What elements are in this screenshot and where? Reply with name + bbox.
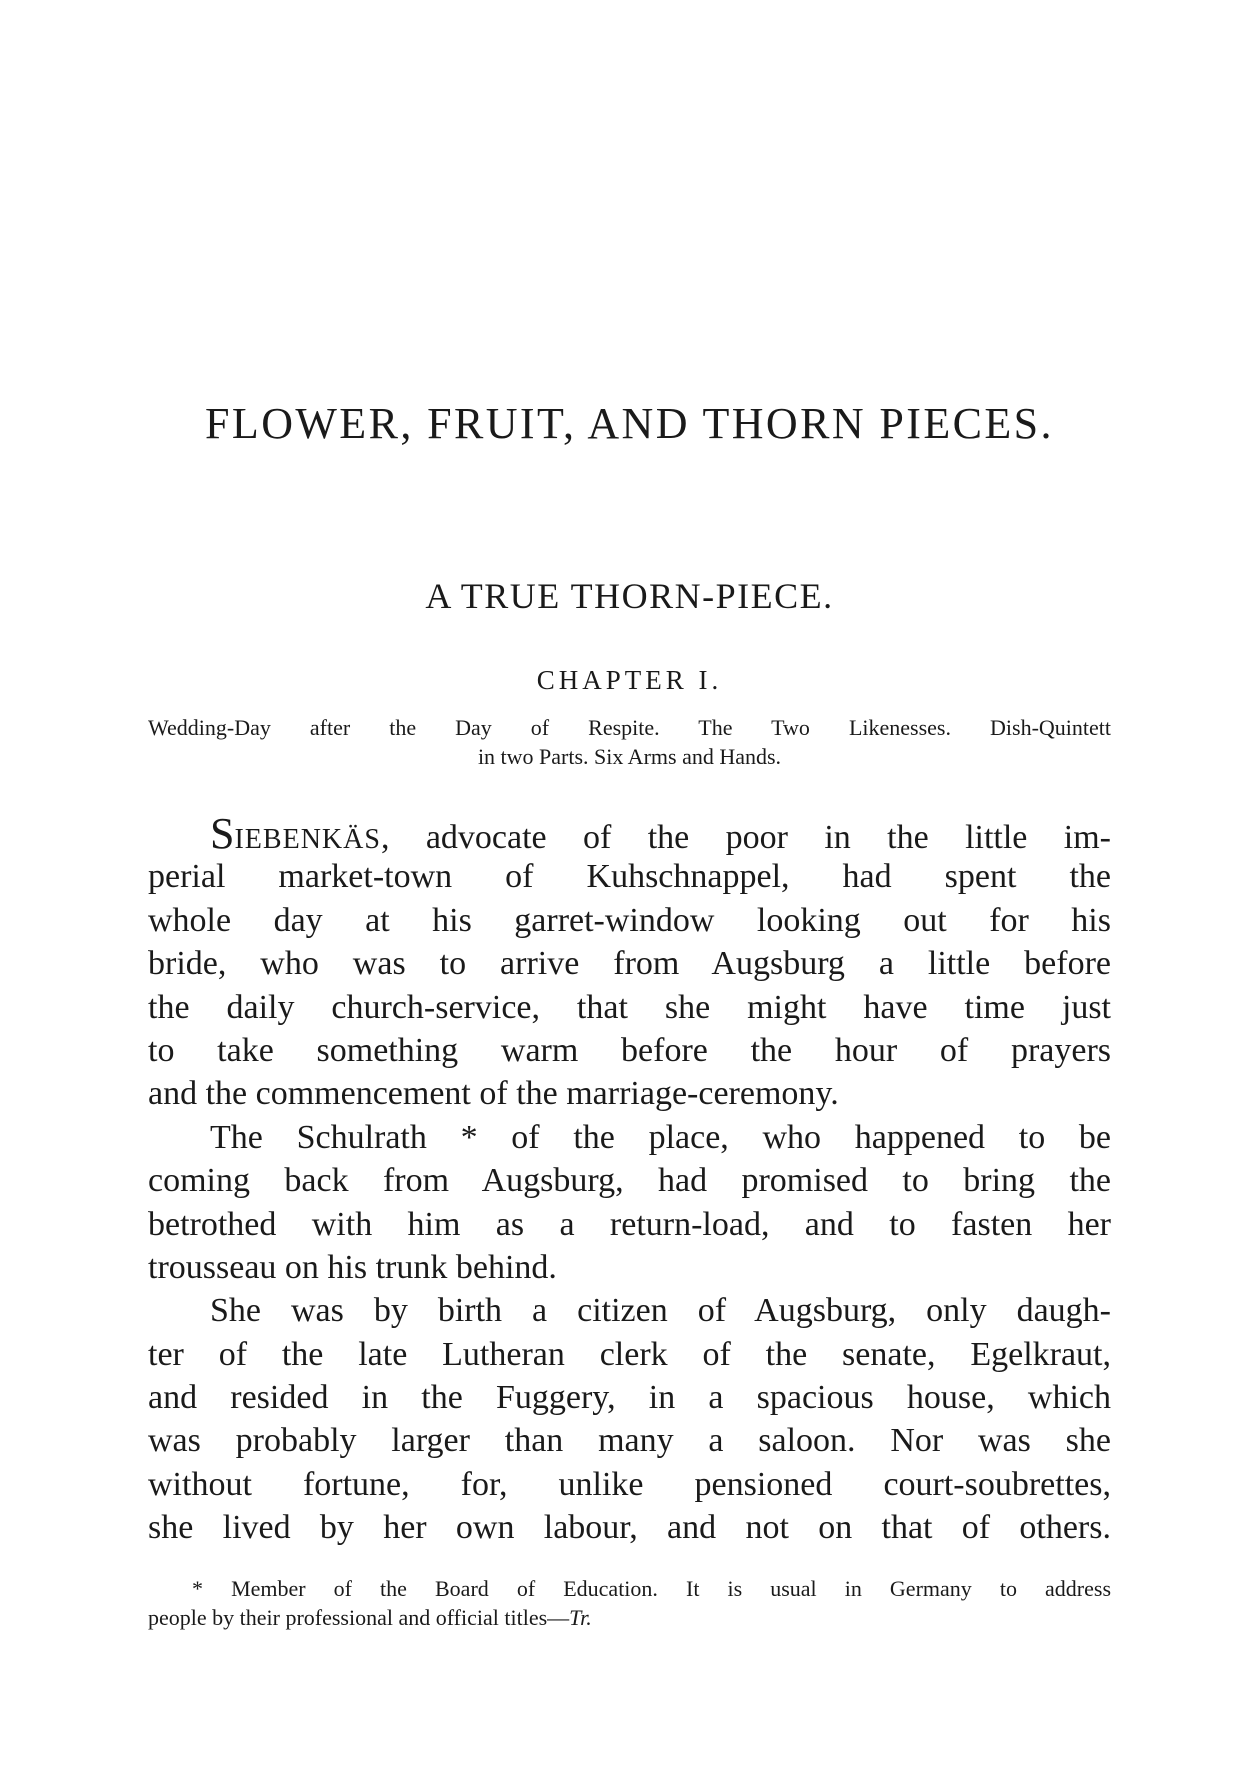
chapter-heading: CHAPTER I. [536,665,723,695]
paragraph-3-line: and resided in the Fuggery, in a spacious house, which [148,1379,1111,1417]
opening-word: IEBENKÄS [234,824,381,855]
chapter-summary-line: Wedding-Day after the Day of Respite. The Two Likenesses. Dish-Quintett [148,715,1111,740]
footnote-line: * Member of the Board of Education. It is usual in Germany to address [192,1576,1111,1601]
body-text [148,809,1111,1550]
drop-initial: S [210,809,235,858]
paragraph-3-line: she lived by her own labour, and not on that of others. [148,1509,1111,1547]
chapter-summary [148,713,1111,771]
paragraph-2-line: The Schulrath * of the place, who happened to be [210,1118,1111,1156]
footnote-line [148,1603,1111,1632]
paragraph-2-line: coming back from Augsburg, had promised to bring the [148,1162,1111,1200]
paragraph-3-line: She was by birth a citizen of Augsburg, only daugh- [210,1292,1111,1330]
footnote-text: people by their professional and official titles— [148,1605,570,1630]
translator-abbrev: Tr. [569,1605,592,1630]
paragraph-3-line: was probably larger than many a saloon. Nor was she [148,1422,1111,1460]
paragraph-1-line [148,809,1111,858]
piece-title: A TRUE THORN-PIECE. [425,576,834,616]
paragraph-1-line: and the commencement of the marriage-ceremony. [148,1075,839,1113]
paragraph-1-line: perial market-town of Kuhschnappel, had spent the [148,858,1111,896]
paragraph-2-line: trousseau on his trunk behind. [148,1248,557,1286]
chapter-summary-line: in two Parts. Six Arms and Hands. [477,744,782,769]
line-text: , advocate of the poor in the little im- [380,819,1111,856]
paragraph-1-line: the daily church-service, that she might have time just [148,988,1111,1026]
paragraph-3-line: without fortune, for, unlike pensioned court-soubrettes, [148,1465,1111,1503]
book-title: FLOWER, FRUIT, AND THORN PIECES. [205,399,1054,448]
footnote [148,1574,1111,1632]
paragraph-3-line: ter of the late Lutheran clerk of the senate, Egelkraut, [148,1335,1111,1373]
paragraph-1-line: bride, who was to arrive from Augsburg a little before [148,945,1111,983]
paragraph-1-line: to take something warm before the hour of prayers [148,1031,1111,1069]
paragraph-2-line: betrothed with him as a return-load, and to fasten her [148,1205,1111,1243]
paragraph-1-line: whole day at his garret-window looking out for his [148,901,1111,939]
